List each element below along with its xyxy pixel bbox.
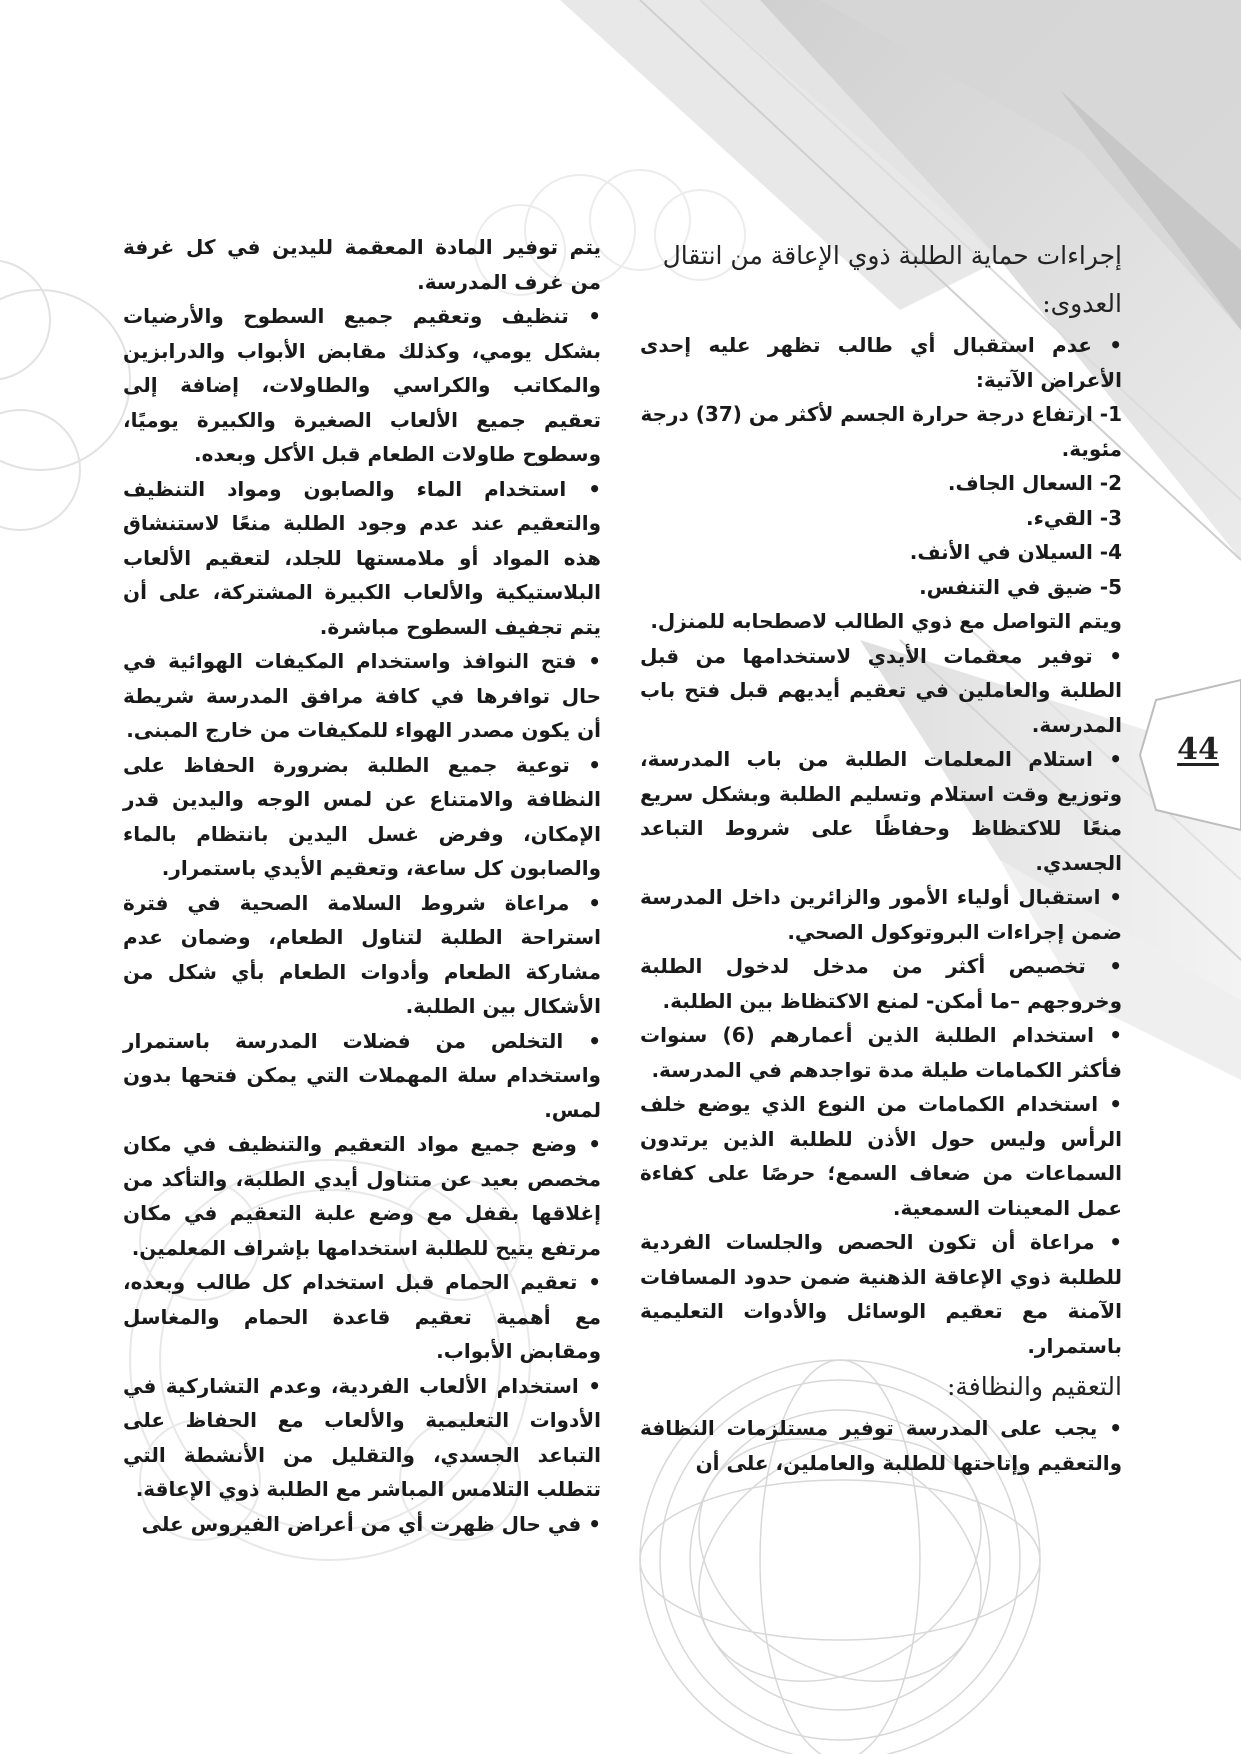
paragraph: • تعقيم الحمام قبل استخدام كل طالب وبعده، مع أهمية تعقيم قاعدة الحمام والمغاسل ومقابض الأبواب. — [123, 1270, 601, 1363]
paragraph: • استخدام الطلبة الذين أعمارهم (6) سنوات فأكثر الكمامات طيلة مدة تواجدهم في المدرسة. — [640, 1023, 1122, 1082]
list-item: 4- السيلان في الأنف. — [909, 540, 1122, 564]
page-number: 44 — [1177, 732, 1219, 767]
list-item: 3- القيء. — [1025, 505, 1122, 530]
paragraph: • وضع جميع مواد التعقيم والتنظيف في مكان مخصص بعيد عن متناول أيدي الطلبة، والتأكد من إغلاقها بقفل مع وضع علبة التعقيم في مكان مرتفع يتيح للطلبة استخدامها بإشراف المعلمين. — [123, 1132, 601, 1260]
left-column — [123, 230, 601, 1541]
section-heading-protection: إجراءات حماية الطلبة ذوي الإعاقة من انتقال العدوى: — [662, 241, 1122, 318]
section-heading-sterilization: التعقيم والنظافة: — [946, 1372, 1122, 1401]
paragraph: • فتح النوافذ واستخدام المكيفات الهوائية في حال توافرها في كافة مرافق المدرسة شريطة أن يكون مصدر الهواء للمكيفات من خارج المبنى. — [123, 649, 601, 742]
right-column — [640, 232, 1122, 1480]
paragraph: • في حال ظهرت أي من أعراض الفيروس على — [141, 1511, 601, 1536]
paragraph: • استخدام الألعاب الفردية، وعدم التشاركية في الأدوات التعليمية والألعاب مع الحفاظ على التباعد الجسدي، والتقليل من الأنشطة التي تتطلب التلامس المباشر مع الطلبة ذوي الإعاقة. — [123, 1373, 601, 1501]
paragraph: • التخلص من فضلات المدرسة باستمرار واستخدام سلة المهملات التي يمكن فتحها بدون لمس. — [123, 1028, 601, 1122]
paragraph: • توفير معقمات الأيدي لاستخدامها من قبل الطلبة والعاملين في تعقيم أيديهم قبل فتح باب المدرسة. — [640, 643, 1122, 737]
paragraph: • استلام المعلمات الطلبة من باب المدرسة، وتوزيع وقت استلام وتسليم الطلبة وبشكل سريع منعًا للاكتظاظ وحفاظًا على شروط التباعد الجسدي. — [640, 747, 1122, 875]
list-item: 2- السعال الجاف. — [947, 471, 1122, 495]
left-cloud-shape — [0, 260, 130, 530]
paragraph: • استخدام الماء والصابون ومواد التنظيف والتعقيم عند عدم وجود الطلبة منعًا لاستنشاق هذه المواد أو ملامستها للجلد، لتعقيم الألعاب البلاستيكية والألعاب الكبيرة المشتركة، على أن يتم تجفيف السطوح مباشرة. — [123, 476, 601, 639]
paragraph: يتم توفير المادة المعقمة لليدين في كل غرفة من غرف المدرسة. — [123, 235, 601, 294]
paragraph: • عدم استقبال أي طالب تظهر عليه إحدى الأعراض الآتية: — [640, 333, 1122, 392]
paragraph: • تخصيص أكثر من مدخل لدخول الطلبة وخروجهم –ما أمكن- لمنع الاكتظاظ بين الطلبة. — [640, 954, 1122, 1013]
list-item: 1- ارتفاع درجة حرارة الجسم لأكثر من (37) درجة مئوية. — [640, 402, 1122, 461]
paragraph: • يجب على المدرسة توفير مستلزمات النظافة والتعقيم وإتاحتها للطلبة والعاملين، على أن — [640, 1416, 1122, 1475]
paragraph: • مراعاة شروط السلامة الصحية في فترة استراحة الطلبة لتناول الطعام، وضمان عدم مشاركة الطعام وأدوات الطعام بأي شكل من الأشكال بين الطلبة. — [123, 890, 601, 1018]
paragraph: • استخدام الكمامات من النوع الذي يوضع خلف الرأس وليس حول الأذن للطلبة الذين يرتدون السماعات من ضعاف السمع؛ حرصًا على كفاءة عمل المعينات السمعية. — [640, 1092, 1122, 1220]
paragraph: • مراعاة أن تكون الحصص والجلسات الفردية للطلبة ذوي الإعاقة الذهنية ضمن حدود المسافات الآمنة مع تعقيم الوسائل والأدوات التعليمية باستمرار. — [640, 1230, 1122, 1358]
paragraph: • تنظيف وتعقيم جميع السطوح والأرضيات بشكل يومي، وكذلك مقابض الأبواب والدرابزين والمكاتب والكراسي والطاولات، إضافة إلى تعقيم جميع الألعاب الصغيرة والكبيرة يوميًا، وسطوح طاولات الطعام قبل الأكل وبعده. — [123, 304, 601, 466]
paragraph: ويتم التواصل مع ذوي الطالب لاصطحابه للمنزل. — [650, 609, 1122, 633]
paragraph: • استقبال أولياء الأمور والزائرين داخل المدرسة ضمن إجراءات البروتوكول الصحي. — [640, 885, 1122, 944]
paragraph: • توعية جميع الطلبة بضرورة الحفاظ على النظافة والامتناع عن لمس الوجه واليدين قدر الإمكان، وفرض غسل اليدين بانتظام بالماء والصابون كل ساعة، وتعقيم الأيدي باستمرار. — [123, 752, 601, 880]
list-item: 5- ضيق في التنفس. — [919, 574, 1122, 599]
